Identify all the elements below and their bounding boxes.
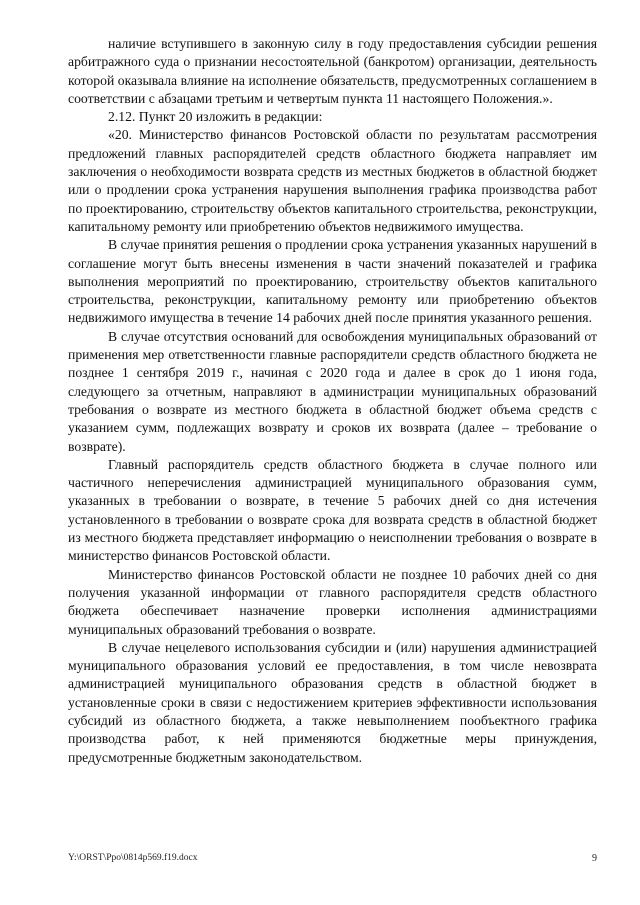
paragraph-3: «20. Министерство финансов Ростовской области по результатам рассмотрения предложений главных распорядителей средств областного бюджета направляет им заключения о необходимости возврата средств из местных бюджетов в областной бюджет или о продлении срока устранения нарушения выполнения графика производства работ по проектированию, строительству объектов капитального строительства, реконструкции, капитальному ремонту или приобретению объектов недвижимого имущества. [68, 127, 597, 234]
page-footer [68, 853, 597, 864]
paragraph-4: В случае принятия решения о продлении срока устранения указанных нарушений в соглашение могут быть внесены изменения в части значений показателей и графика выполнения мероприятий по проектированию, строительству объектов капитального строительства, реконструкции, капитальному ремонту или приобретению объектов недвижимого имущества в течение 14 рабочих дней после принятия указанного решения. [68, 237, 597, 326]
paragraph-6: Главный распорядитель средств областного бюджета в случае полного или частичного неперечисления администрацией муниципального образования сумм, указанных в требовании о возврате, в течение 5 рабочих дней со дня истечения установленного в требовании о возврате срока для возврата средств в областной бюджет из местного бюджета представляет информацию о неисполнении требования о возврате в министерство финансов Ростовской области. [68, 456, 597, 564]
paragraph-1: наличие вступившего в законную силу в году предоставления субсидии решения арбитражного суда о признании несостоятельной (банкротом) организации, деятельность которой оказывала влияние на исполнение обязательств, предусмотренных соглашением в соответствии с абзацами третьим и четвертым пункта 11 настоящего Положения.». [68, 36, 597, 106]
paragraph-7: Министерство финансов Ростовской области не позднее 10 рабочих дней со дня получения указанной информации от главного распорядителя средств областного бюджета обеспечивает назначение проверки исполнения администрациями муниципальных образований требования о возврате. [68, 566, 597, 637]
paragraph-5: В случае отсутствия оснований для освобождения муниципальных образований от применения мер ответственности главные распорядители средств областного бюджета не позднее 1 сентября 2019 г., начиная с 2020 года и далее в срок до 1 июня года, следующего за отчетным, направляют в администрации муниципальных образований требования о возврате из местного бюджета в областной бюджет объема средств с указанием сумм, подлежащих возврату и сроков их возврата (далее – требование о возврате). [68, 328, 597, 454]
footer-file-path: Y:\ORST\Ppo\0814p569.f19.docx [68, 853, 198, 863]
paragraph-8: В случае нецелевого использования субсидии и (или) нарушения администрацией муниципального образования условий ее предоставления, в том числе невозврата администрацией муниципального образования средств в областной бюджет в установленные сроки в связи с недостижением критериев эффективности использования субсидий из областного бюджета, а также невыполнением пообъектного графика производства работ, к ней применяются бюджетные меры принуждения, предусмотренные бюджетным законодательством. [68, 639, 597, 765]
page-number: 9 [592, 853, 597, 864]
document-body [68, 35, 597, 767]
paragraph-2: 2.12. Пункт 20 изложить в редакции: [108, 109, 323, 125]
